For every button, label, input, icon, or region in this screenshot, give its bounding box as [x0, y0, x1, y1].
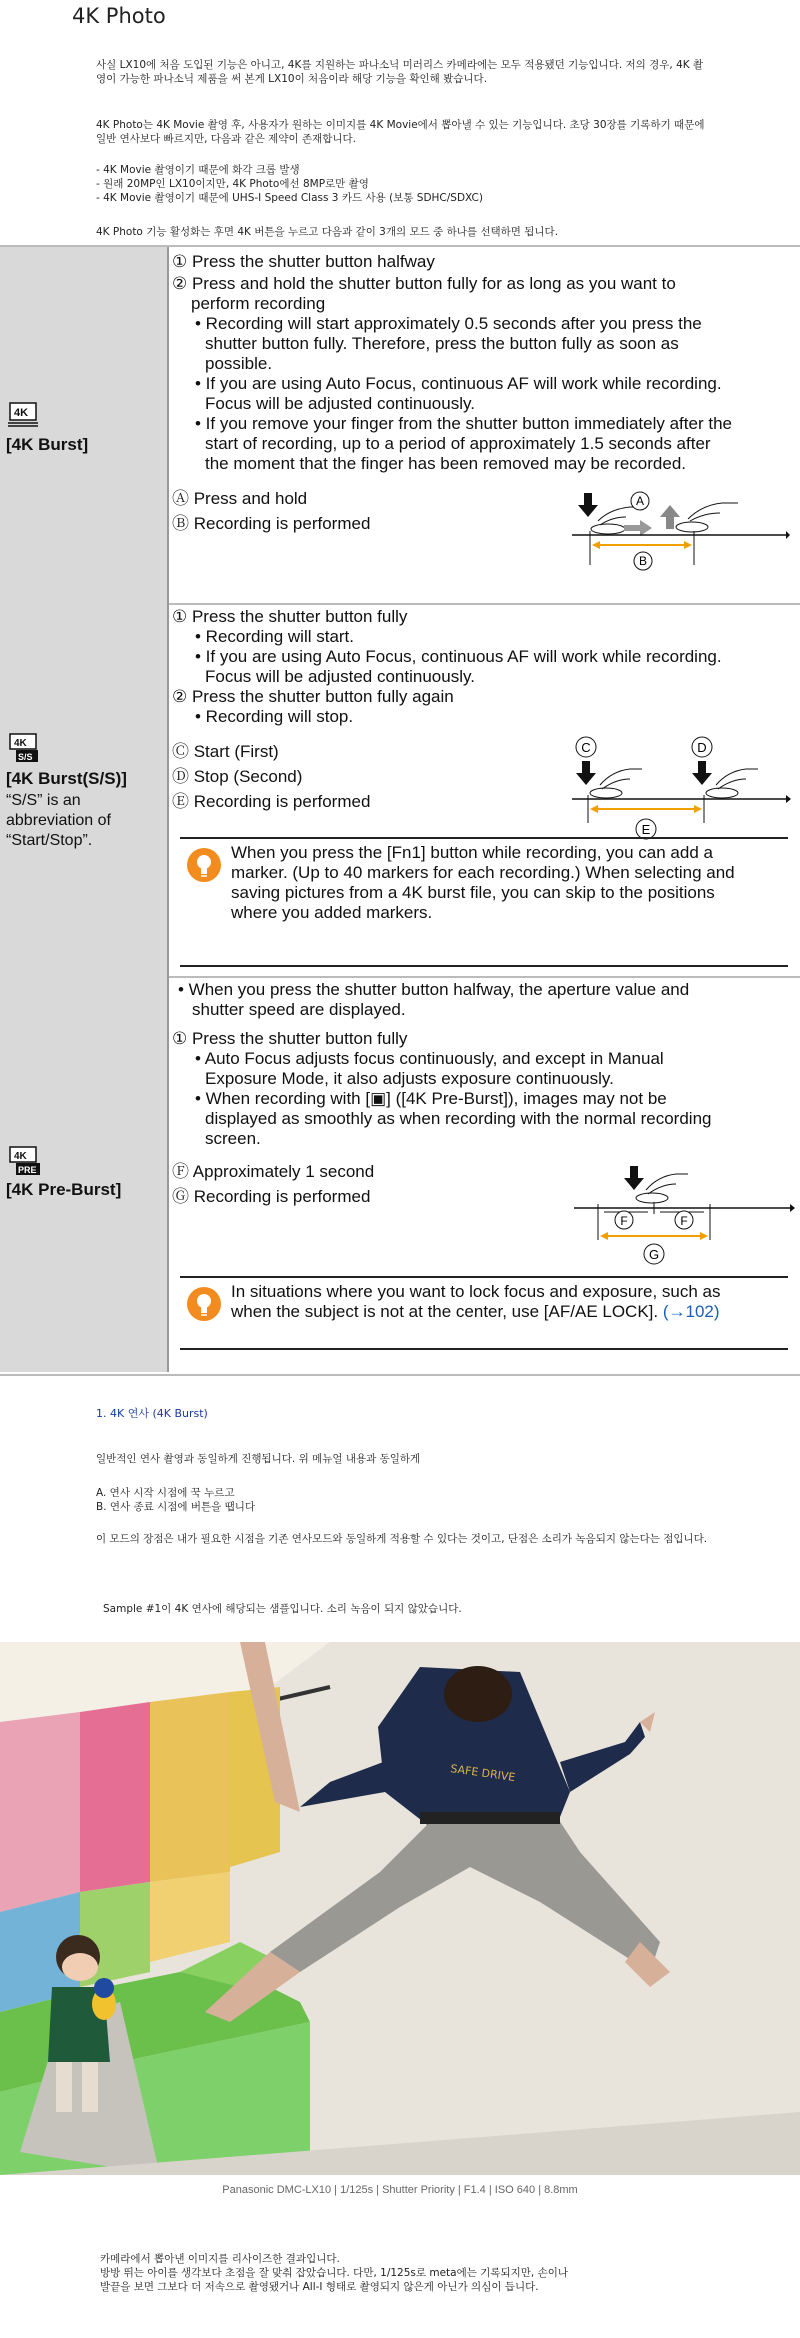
mode-description — [172, 976, 800, 1372]
photo-caption: Panasonic DMC-LX10 | 1/125s | Shutter Priority | F1.4 | ISO 640 | 8.8mm — [222, 2184, 578, 2196]
mode-name: [4K Pre-Burst] — [6, 1180, 122, 1199]
step-line: ② Press the shutter button fully again — [172, 687, 454, 706]
hint-line: In situations where you want to lock focus and exposure, such as — [231, 1282, 721, 1301]
manual-table — [0, 245, 800, 1376]
hint-line: When you press the [Fn1] button while recording, you can add a — [231, 843, 713, 862]
mode-row-pre-burst — [0, 976, 800, 1372]
bullet-line: • Auto Focus adjusts focus continuously, and except in Manual — [195, 1049, 664, 1068]
bullet-line: possible. — [205, 354, 273, 373]
shutter-timing-diagram — [570, 483, 790, 595]
legend-item: Ⓑ Recording is performed — [172, 514, 371, 533]
step-line: ② Press and hold the shutter button fully for as long as you want to — [172, 274, 676, 293]
mode-name: [4K Burst] — [6, 435, 89, 454]
4k-burst-icon — [6, 402, 44, 428]
bullet-line: Focus will be adjusted continuously. — [205, 394, 475, 413]
bullet-line: Exposure Mode, it also adjusts exposure continuously. — [205, 1069, 614, 1088]
outro-line: 카메라에서 뽑아낸 이미지를 리사이즈한 결과입니다. — [100, 2253, 340, 2265]
bullet-line: • Recording will start approximately 0.5 seconds after you press the — [195, 314, 702, 333]
diagram-label-g: G — [648, 1247, 660, 1262]
bullet-line: screen. — [205, 1129, 261, 1148]
svg-text:SAFE DRIVE: SAFE DRIVE — [449, 1762, 517, 1785]
step-line: ① Press the shutter button fully — [172, 1029, 408, 1048]
bullet-line: Focus will be adjusted continuously. — [205, 667, 475, 686]
4k-pre-burst-icon — [6, 1146, 44, 1176]
bullet-line: the moment that the finger has been removed may be recorded. — [205, 454, 686, 473]
section-paragraph: 이 모드의 장점은 내가 필요한 시점을 기존 연사모드와 동일하게 적용할 수 있다는 것이고, 단점은 소리가 녹음되지 않는다는 점입니다. — [96, 1533, 708, 1545]
legend-item: Ⓕ Approximately 1 second — [172, 1162, 375, 1181]
diagram-label-a: A — [635, 494, 645, 508]
mode-note: abbreviation of — [6, 812, 111, 829]
bullet-line: • Recording will stop. — [195, 707, 354, 726]
legend-item: Ⓒ Start (First) — [172, 742, 279, 761]
bullet-line: • If you are using Auto Focus, continuous AF will work while recording. — [195, 647, 722, 666]
start-stop-diagram — [572, 733, 792, 843]
mode-description — [172, 603, 800, 976]
mode-description — [172, 247, 800, 603]
mode-label-cell — [0, 603, 169, 976]
diagram-label-d: D — [697, 740, 707, 755]
bullet-line: shutter speed are displayed. — [192, 1000, 406, 1019]
hint-line — [231, 1302, 720, 1322]
outro-line: 방방 뛰는 아이를 생각보다 초점을 잘 맞춰 잡았습니다. 다만, 1/125s로 meta에는 기록되지만, 손이나 — [100, 2267, 569, 2279]
limitation-item: - 4K Movie 촬영이기 때문에 화각 크롭 발생 — [96, 164, 300, 176]
section-paragraph: 일반적인 연사 촬영과 동일하게 진행됩니다. 위 메뉴얼 내용과 동일하게 — [96, 1453, 421, 1465]
diagram-label-c: C — [581, 740, 591, 755]
hint-line: marker. (Up to 40 markers for each recording.) When selecting and — [231, 863, 735, 882]
steps-list — [96, 1486, 716, 1514]
step-line: ① Press the shutter button fully — [172, 607, 408, 626]
page-reference-link[interactable]: (→102) — [662, 1302, 720, 1321]
diagram-label-f: F — [620, 1214, 628, 1228]
4k-burst-ss-icon — [6, 733, 44, 765]
sample-photo — [0, 1642, 800, 2175]
bullet-line: • If you are using Auto Focus, continuous AF will work while recording. — [195, 374, 722, 393]
mode-row-burst-ss — [0, 603, 800, 978]
svg-text:4K: 4K — [14, 407, 29, 419]
bullet-line: start of recording, up to a period of approximately 1.5 seconds after — [205, 434, 711, 453]
outro-text — [100, 2252, 720, 2294]
mode-label-cell — [0, 976, 169, 1372]
hint-line: saving pictures from a 4K burst file, you can skip to the positions — [231, 883, 715, 902]
mode-label-cell — [0, 247, 169, 603]
svg-text:S/S: S/S — [18, 752, 33, 762]
lightbulb-icon — [186, 847, 222, 883]
diagram-label-b: B — [638, 554, 648, 568]
mode-note: “Start/Stop”. — [6, 832, 93, 849]
diagram-label-e: E — [641, 822, 651, 837]
section-paragraph: Sample #1이 4K 연사에 해당되는 샘플입니다. 소리 녹음이 되지 않았습니다. — [103, 1603, 462, 1615]
intro-paragraph: 4K Photo 기능 활성화는 후면 4K 버튼을 누르고 다음과 같이 3개의 모드 중 하나를 선택하면 됩니다. — [96, 226, 559, 238]
mode-name: [4K Burst(S/S)] — [6, 769, 127, 788]
lightbulb-icon — [186, 1286, 222, 1322]
legend-item: Ⓖ Recording is performed — [172, 1187, 371, 1206]
legend-item: Ⓓ Stop (Second) — [172, 767, 303, 786]
bullet-line: • Recording will start. — [195, 627, 355, 646]
legend-item: Ⓐ Press and hold — [172, 489, 308, 508]
bullet-line: • When recording with [▣] ([4K Pre-Burst]), images may not be — [195, 1089, 667, 1108]
list-item: A. 연사 시작 시점에 꾹 누르고 — [96, 1487, 235, 1499]
diagram-label-f-2: F — [680, 1214, 688, 1228]
limitation-item: - 원래 20MP인 LX10이지만, 4K Photo에선 8MP로만 촬영 — [96, 178, 369, 190]
mode-note: “S/S” is an — [6, 792, 81, 809]
bullet-line: shutter button fully. Therefore, press the button fully as soon as — [205, 334, 679, 353]
hint-box — [180, 837, 788, 967]
svg-text:4K: 4K — [14, 738, 27, 749]
outro-line: 발끝을 보면 그보다 더 저속으로 촬영됐거나 All-I 형태로 촬영되지 않은게 아닌가 의심이 듭니다. — [100, 2281, 539, 2293]
pre-burst-diagram — [574, 1162, 796, 1274]
hint-text: when the subject is not at the center, use [AF/AE LOCK]. — [231, 1302, 659, 1321]
legend-item: Ⓔ Recording is performed — [172, 792, 371, 811]
svg-text:PRE: PRE — [18, 1165, 37, 1175]
intro-paragraph: 사실 LX10에 처음 도입된 기능은 아니고, 4K를 지원하는 파나소닉 미러리스 카메라에는 모두 적용됐던 기능입니다. 저의 경우, 4K 촬영이 가능한 파나소닉 제품을 써 본게 LX10이 처음이라 해당 기능을 확인해 봤습니다. — [96, 59, 704, 85]
bullet-line: • When you press the shutter button halfway, the aperture value and — [178, 980, 690, 999]
intro-paragraph: 4K Photo는 4K Movie 촬영 후, 사용자가 원하는 이미지를 4K Movie에서 뽑아낼 수 있는 기능입니다. 초당 30장를 기록하기 때문에 일반 연사보다 빠르지만, 다음과 같은 제약이 존재합니다. — [96, 119, 705, 145]
bullet-line: displayed as smoothly as when recording with the normal recording — [205, 1109, 712, 1128]
section-heading: 1. 4K 연사 (4K Burst) — [96, 1407, 208, 1420]
list-item: B. 연사 종료 시점에 버튼을 땝니다 — [96, 1501, 256, 1513]
step-line: perform recording — [191, 294, 326, 313]
hint-box — [180, 1276, 788, 1350]
mode-row-burst — [0, 247, 800, 605]
hint-line: where you added markers. — [231, 903, 433, 922]
page-title: 4K Photo — [72, 4, 166, 28]
bullet-line: • If you remove your finger from the shutter button immediately after the — [195, 414, 732, 433]
limitations-list — [96, 163, 706, 205]
svg-text:4K: 4K — [14, 1151, 27, 1162]
limitation-item: - 4K Movie 촬영이기 때문에 UHS-I Speed Class 3 카드 사용 (보통 SDHC/SDXC) — [96, 192, 483, 204]
step-line: ① Press the shutter button halfway — [172, 252, 435, 271]
